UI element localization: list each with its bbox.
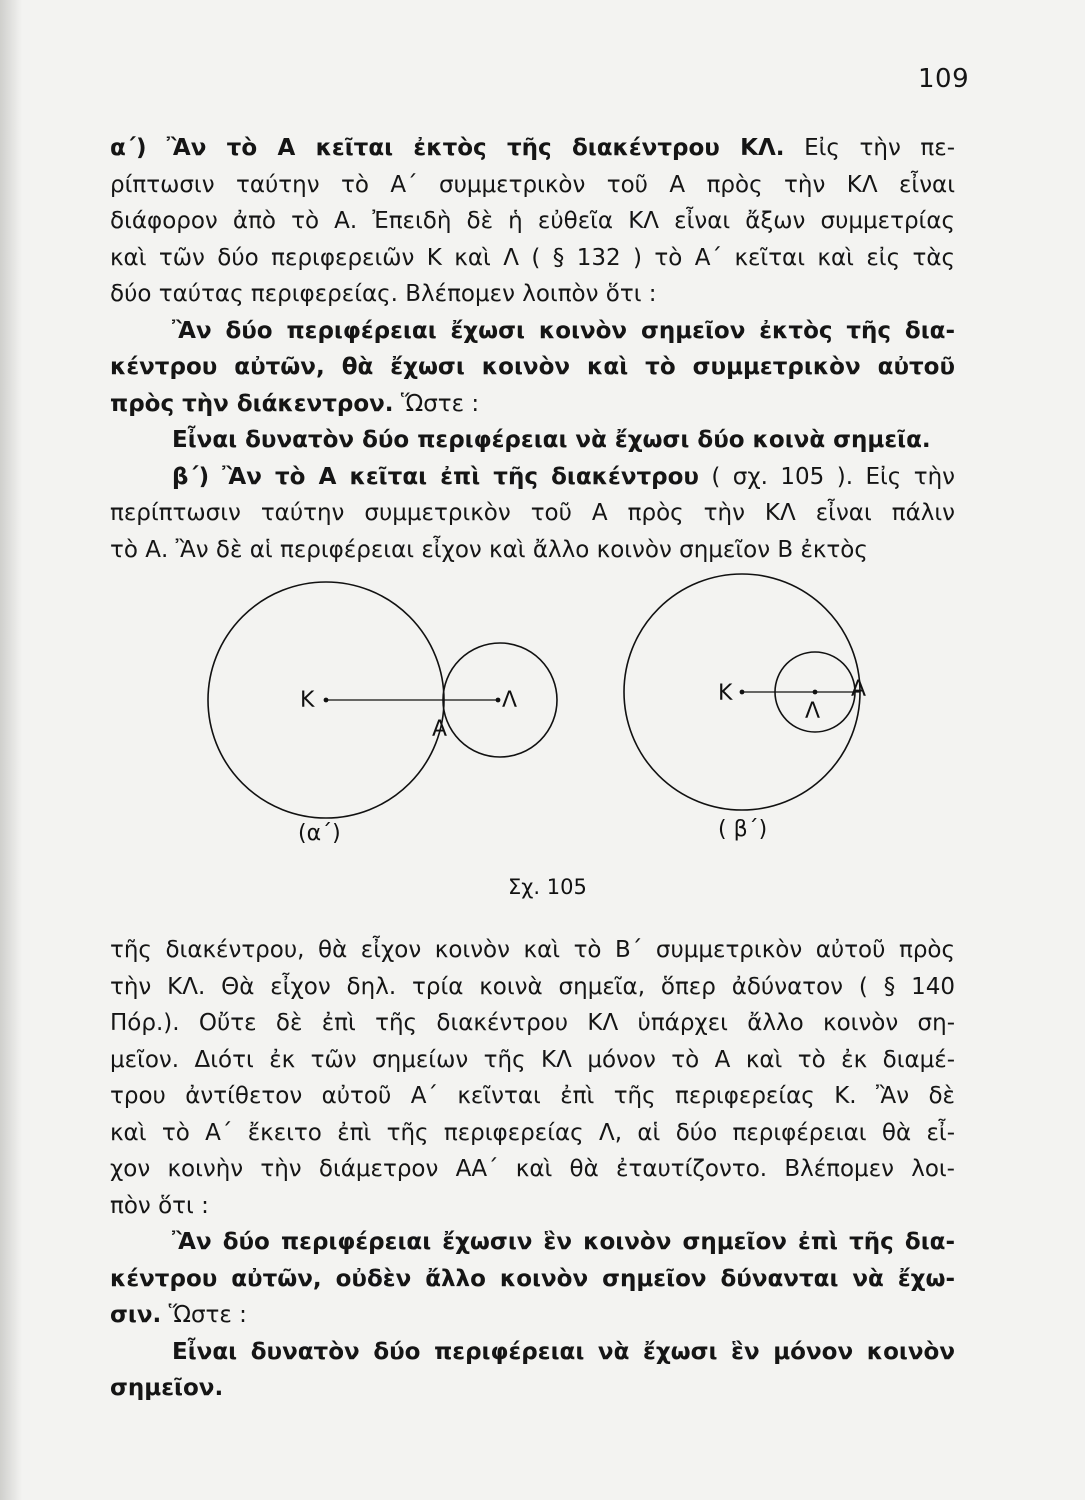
text-line <box>110 1188 955 1225</box>
text-line <box>110 459 955 496</box>
text-line <box>110 495 955 532</box>
text-line <box>110 130 955 167</box>
label-a-right: Α <box>851 677 867 702</box>
label-alpha: (α΄) <box>298 821 341 846</box>
text-line <box>110 1261 955 1298</box>
center-k-left <box>324 698 329 703</box>
plain-text: πὸν ὅτι : <box>110 1192 209 1219</box>
text-line <box>110 969 955 1006</box>
text-line <box>110 1370 955 1407</box>
label-a-left: Α <box>432 717 448 742</box>
bold-text: πρὸς τὴν διάκεντρον. <box>110 390 394 417</box>
figure-105 <box>190 570 910 900</box>
plain-text: Πόρ.). Οὔτε δὲ ἐπὶ τῆς διακέντρου ΚΛ ὑπάρχει ἄλλο κοινὸν ση- <box>110 1010 955 1036</box>
bold-text: Εἶναι δυνατὸν δύο περιφέρειαι νὰ ἔχωσι δύο κοινὰ σημεῖα. <box>172 427 931 453</box>
page-gutter-shadow <box>0 0 22 1500</box>
bold-text: Ἂν δύο περιφέρειαι ἔχωσι κοινὸν σημεῖον ἐκτὸς τῆς δια- <box>172 317 955 344</box>
text-block-top <box>110 130 955 568</box>
plain-text: τὸ Α. Ἂν δὲ αἱ περιφέρειαι εἶχον καὶ ἄλλο κοινὸν σημεῖον Β ἐκτὸς <box>110 536 868 563</box>
bold-text: β΄) Ἂν τὸ Α κεῖται ἐπὶ τῆς διακέντρου <box>172 463 699 490</box>
label-k-left: Κ <box>300 688 315 713</box>
label-l-right: Λ <box>805 699 821 724</box>
bold-text: σιν. <box>110 1302 162 1328</box>
text-line <box>110 203 955 240</box>
text-line <box>110 1005 955 1042</box>
plain-text: περίπτωσιν ταύτην συμμετρικὸν τοῦ Α πρὸς τὴν ΚΛ εἶναι πάλιν <box>110 500 955 526</box>
diagram-alpha <box>208 582 557 846</box>
center-l-left <box>496 698 501 703</box>
figure-caption: Σχ. 105 <box>508 875 587 899</box>
text-line <box>110 422 955 459</box>
text-line <box>110 313 955 350</box>
text-line <box>110 932 955 969</box>
text-line <box>110 532 955 569</box>
text-line <box>110 349 955 386</box>
text-line <box>110 1078 955 1115</box>
plain-text: Εἰς τὴν πε- <box>784 135 955 161</box>
plain-text: καὶ τὸ Α΄ ἔκειτο ἐπὶ τῆς περιφερείας Λ, αἱ δύο περιφέρειαι θὰ εἶ- <box>110 1119 955 1146</box>
text-line <box>110 1224 955 1261</box>
bold-text: Εἶναι δυνατὸν δύο περιφέρειαι νὰ ἔχωσι ἓν μόνον κοινὸν <box>172 1338 955 1365</box>
bold-text: σημεῖον. <box>110 1375 224 1401</box>
text-line <box>110 240 955 277</box>
text-line <box>110 1115 955 1152</box>
bold-text: κέντρου αὐτῶν, οὐδὲν ἄλλο κοινὸν σημεῖον δύνανται νὰ ἔχω- <box>110 1265 955 1292</box>
plain-text: ( σχ. 105 ). Εἰς τὴν <box>698 463 955 490</box>
text-line <box>110 386 955 423</box>
label-l-left: Λ <box>502 688 518 713</box>
plain-text: χον κοινὴν τὴν διάμετρον ΑΑ΄ καὶ θὰ ἐταυτίζοντο. Βλέπομεν λοι- <box>110 1156 955 1182</box>
center-k-right <box>740 690 745 695</box>
diagram-beta <box>624 574 866 842</box>
plain-text: Ὥστε : <box>161 1302 247 1328</box>
plain-text: ρίπτωσιν ταύτην τὸ Α΄ συμμετρικὸν τοῦ Α πρὸς τὴν ΚΛ εἶναι <box>110 171 955 198</box>
plain-text: Ὥστε : <box>393 390 480 417</box>
bold-text: Ἂν δύο περιφέρειαι ἔχωσιν ἓν κοινὸν σημεῖον ἐπὶ τῆς δια- <box>172 1229 955 1255</box>
label-beta: ( β΄) <box>718 817 768 842</box>
page-number: 109 <box>918 64 970 94</box>
center-l-right <box>813 690 818 695</box>
text-line <box>110 1042 955 1079</box>
text-line <box>110 1334 955 1371</box>
plain-text: τρου ἀντίθετον αὐτοῦ Α΄ κεῖνται ἐπὶ τῆς περιφερείας Κ. Ἂν δὲ <box>110 1083 955 1109</box>
plain-text: τῆς διακέντρου, θὰ εἶχον κοινὸν καὶ τὸ Β΄ συμμετρικὸν αὐτοῦ πρὸς <box>110 937 955 963</box>
plain-text: τὴν ΚΛ. Θὰ εἶχον δηλ. τρία κοινὰ σημεῖα, ὅπερ ἀδύνατον ( § 140 <box>110 973 955 1000</box>
plain-text: δύο ταύτας περιφερείας. Βλέπομεν λοιπὸν ὅτι : <box>110 281 657 307</box>
text-line <box>110 276 955 313</box>
bold-text: κέντρου αὐτῶν, θὰ ἔχωσι κοινὸν καὶ τὸ συμμετρικὸν αὐτοῦ <box>110 354 955 380</box>
text-line <box>110 1297 955 1334</box>
text-block-bottom <box>110 932 955 1407</box>
text-line <box>110 167 955 204</box>
plain-text: μεῖον. Διότι ἐκ τῶν σημείων τῆς ΚΛ μόνον τὸ Α καὶ τὸ ἐκ διαμέ- <box>110 1046 955 1073</box>
label-k-right: Κ <box>718 681 733 706</box>
bold-text: α΄) Ἂν τὸ Α κεῖται ἐκτὸς τῆς διακέντρου ΚΛ. <box>110 135 785 161</box>
text-line <box>110 1151 955 1188</box>
plain-text: καὶ τῶν δύο περιφερειῶν Κ καὶ Λ ( § 132 ) τὸ Α΄ κεῖται καὶ εἰς τὰς <box>110 244 955 271</box>
plain-text: διάφορον ἀπὸ τὸ Α. Ἐπειδὴ δὲ ἡ εὐθεῖα ΚΛ εἶναι ἄξων συμμετρίας <box>110 208 955 234</box>
